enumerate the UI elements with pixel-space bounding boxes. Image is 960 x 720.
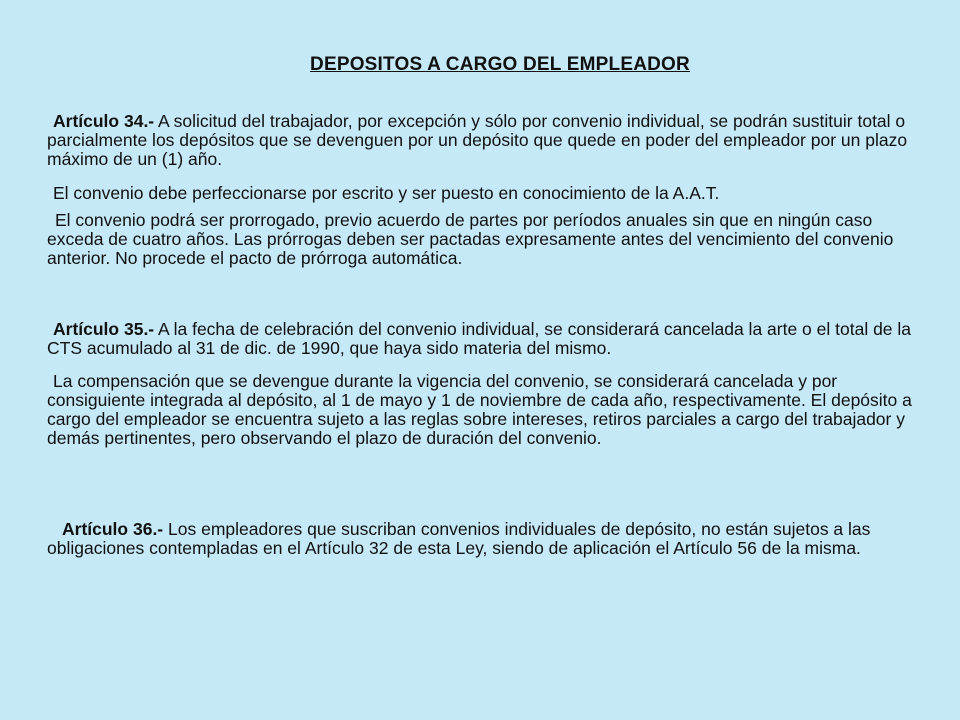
article-34-paragraph [47, 112, 913, 169]
article-35-paragraph [47, 320, 913, 358]
article-34-paragraph-3: El convenio podrá ser prorrogado, previo acuerdo de partes por períodos anuales sin que en ningún caso exceda de cuatro años. Las prórrogas deben ser pactadas expresamente antes del vencimiento del convenio anterior. No procede el pacto de prórroga automática. [47, 210, 894, 268]
article-34-paragraph-2: El convenio debe perfeccionarse por escrito y ser puesto en conocimiento de la A.A.T. [53, 183, 720, 203]
article-35-paragraph-2: La compensación que se devengue durante la vigencia del convenio, se considerará cancelada y por consiguiente integrada al depósito, al 1 de mayo y 1 de noviembre de cada año, respectivamente. El depósito a cargo del empleador se encuentra sujeto a las reglas sobre intereses, retiros parciales a cargo del trabajador y demás pertinentes, pero observando el plazo de duración del convenio. [47, 371, 912, 448]
article-34-text: A solicitud del trabajador, por excepción y sólo por convenio individual, se podrán sustituir total o parcialmente los depósitos que se devenguen por un depósito que quede en poder del empleador por un plazo máximo de un (1) año. [47, 111, 908, 169]
article-35-label: Artículo 35.- [53, 319, 155, 339]
article-35-text: A la fecha de celebración del convenio individual, se considerará cancelada la arte o el total de la CTS acumulado al 31 de dic. de 1990, que haya sido materia del mismo. [47, 319, 912, 358]
article-36-paragraph [47, 520, 913, 558]
page-title: DEPOSITOS A CARGO DEL EMPLEADOR [310, 54, 690, 75]
article-36-label: Artículo 36.- [62, 519, 164, 539]
article-34-label: Artículo 34.- [53, 111, 155, 131]
article-36-text: Los empleadores que suscriban convenios individuales de depósito, no están sujetos a las obligaciones contempladas en el Artículo 32 de esta Ley, siendo de aplicación el Artículo 56 de la misma. [47, 519, 871, 558]
